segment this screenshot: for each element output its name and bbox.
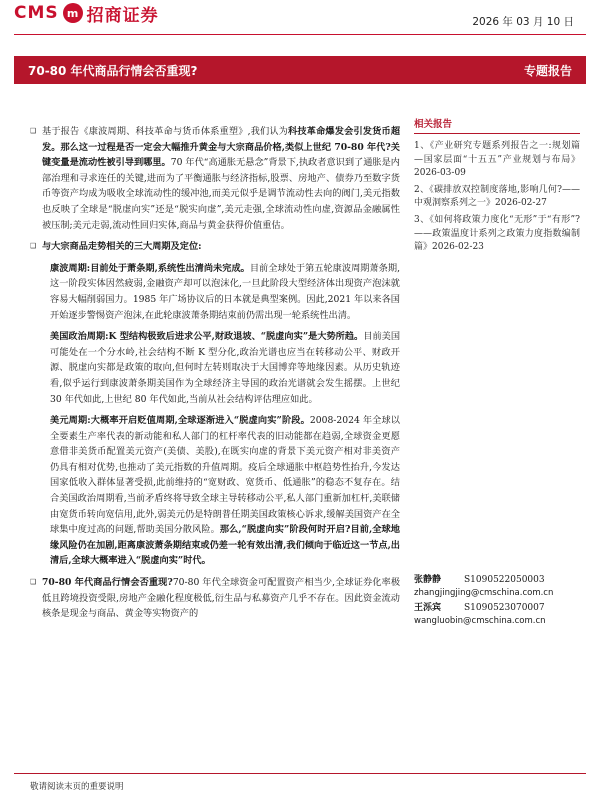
intro-paragraph <box>30 124 400 233</box>
politics-paragraph <box>30 329 400 407</box>
politics-text: 目前美国可能处在一个分水岭,社会结构不断 K 型分化,政治光谱也应当在转移动公平、财政开源、脱虚向实都是政策的取向,但何时左转则取决于大国博弈等地缘因素。从历史轨迹看,似乎运行到康波萧条期美国作为全球经济主导国的政治光谱就会发生摇摆。上世纪 30 年代如此,上世纪 80 年代如此,当前从社会结构评估理应如此。 <box>50 331 401 405</box>
intro-lead: 基于报告《康波周期、科技革命与货币体系重塑》,我们认为 <box>42 126 289 137</box>
footer-disclaimer: 敬请阅读末页的重要说明 <box>30 782 124 792</box>
main-content <box>30 124 400 628</box>
square-bullet-icon: ❑ <box>30 127 37 135</box>
dollar-bold: 美元周期:大概率开启贬值周期,全球逐渐进入“脱虚向实”阶段。 <box>50 415 310 427</box>
header-divider <box>14 34 586 35</box>
related-report-item[interactable]: 2、《碳排放双控制度落地,影响几何?——中观洞察系列之一》2026-02-27 <box>414 184 580 209</box>
related-reports-title: 相关报告 <box>414 116 580 134</box>
authors-block <box>414 574 580 630</box>
page-header <box>0 0 600 58</box>
square-bullet-icon: ❑ <box>30 242 37 251</box>
section-heading-text: 与大宗商品走势相关的三大周期及定位: <box>42 241 202 253</box>
author-name: 王泺宾 <box>414 603 442 613</box>
intro-rest: 70 年代“高通胀无悬念”背景下,执政者意识到了通胀是内部治理和寻求连任的关键,进而为了平衡通胀与经济指标,股票、房地产、债券乃至数字货币等资产均成为吸收全球流动性的缓冲池,而美元似乎是调节流动性去向的阀门,美元指数也反映了全球是“脱虚向实”还是“脱实向虚”,美元走强,全球流动性向虚,资源品金融属性被压制;美元走弱,流动性回归实体,商品与黄金获得价值重估。 <box>42 157 400 231</box>
logo-chinese-name: 招商证券 <box>86 5 159 26</box>
title-bar <box>14 56 586 84</box>
dollar-text: 2008-2024 年全球以全要素生产率代表的新动能和私人部门的杠杆率代表的旧动能都在趋弱,全球资金更愿意借非美货币配置美元资产(美债、美股),在既实向虚的背景下美元资产相对非美资产仍具有相对优势,也推动了美元指数的升值周期。疫后全球通胀中枢趋势性抬升,今发达国家低收入群体显著受损,此前维持的“宽财政、宽货币、低通胀”的稳态不复存在。结合美国政治周期看,当前矛盾终将导致全球主导转移动公平,私人部门重新加杠杆,美联储由宽货币转向宽信用,此外,弱美元仍是特朗普任期美国政策核心诉求,缓解美国资产在全球集中度过高的问题,帮助美国分散风险。 <box>50 415 400 536</box>
author-email[interactable]: wangluobin@cmschina.com.cn <box>414 616 546 626</box>
seventies-bold: 70-80 年代商品行情会否重现? <box>42 577 173 589</box>
author-license-id: S1090523070007 <box>464 603 545 613</box>
footer-divider <box>14 773 586 774</box>
square-bullet-icon: ❑ <box>30 578 37 587</box>
related-report-item[interactable]: 1、《产业研究专题系列报告之一:规划篇—国家层面“十五五”产业规划与布局》2026-03-09 <box>414 141 580 179</box>
author-row <box>414 602 580 615</box>
report-date: 2026 年 03 月 10 日 <box>472 16 574 28</box>
seventies-paragraph <box>30 575 400 622</box>
company-logo <box>14 2 159 24</box>
kondratiev-text: 目前全球处于第五轮康波周期萧条期,这一阶段实体因然疲弱,金融资产却可以泡沫化,一旦此阶段大型经济体出现资产泡沫就容易大幅削弱国力。1985 年广场协议后的日本就是典型案例。因此,2021 年以来各国开始逐步警惕资产泡沫,在此轮康波萧条期结束前仍需出现一轮系统性出清。 <box>50 262 401 321</box>
author-email[interactable]: zhangjingjing@cmschina.com.cn <box>414 588 554 598</box>
related-reports-sidebar <box>414 116 580 258</box>
intro-bold: 科技革命爆发会引发货币超发。那么这一过程是否一定会大幅推升黄金与大宗商品价格,类似上世纪 70-80 年代?关键变量是流动性被引导到哪里。 <box>42 126 401 169</box>
kondratiev-paragraph <box>30 261 400 323</box>
related-report-item[interactable]: 3、《如何将政策力度化“无形”于“有形”?——政策温度计系列之政策力度指数编制篇》2026-02-23 <box>414 214 580 253</box>
logo-text: CMS <box>14 3 59 23</box>
kondratiev-bold: 康波周期:目前处于萧条期,系统性出清尚未完成。 <box>50 262 250 274</box>
author-license-id: S1090522050003 <box>464 575 545 585</box>
report-title: 70-80 年代商品行情会否重现? <box>28 63 198 78</box>
dollar-paragraph <box>30 413 400 569</box>
section-heading <box>30 239 400 255</box>
author-row <box>414 574 580 587</box>
author-name: 张静静 <box>414 575 442 585</box>
report-category: 专题报告 <box>523 63 572 78</box>
seventies-text: 70-80 年代全球资金可配置资产相当少,全球证券化率极低且跨境投资受限,房地产金融化程度极低,衍生品与私募资产几乎不存在。因此资金流动核条是现金与商品、黄金等实物资产的 <box>42 577 401 620</box>
dollar-bold-conclusion: 那么,“脱虚向实”阶段何时开启?目前,全球地缘风险仍在加剧,距离康波萧条期结束或仍差一轮有效出清,我们倾向于临近这一节点,出清后,全球大概率进入“脱虚向实”时代。 <box>50 524 400 567</box>
logo-badge-icon: m <box>63 3 83 23</box>
politics-bold: 美国政治周期:K 型结构极致后进求公平,财政退坡、“脱虚向实”是大势所趋。 <box>50 331 364 343</box>
